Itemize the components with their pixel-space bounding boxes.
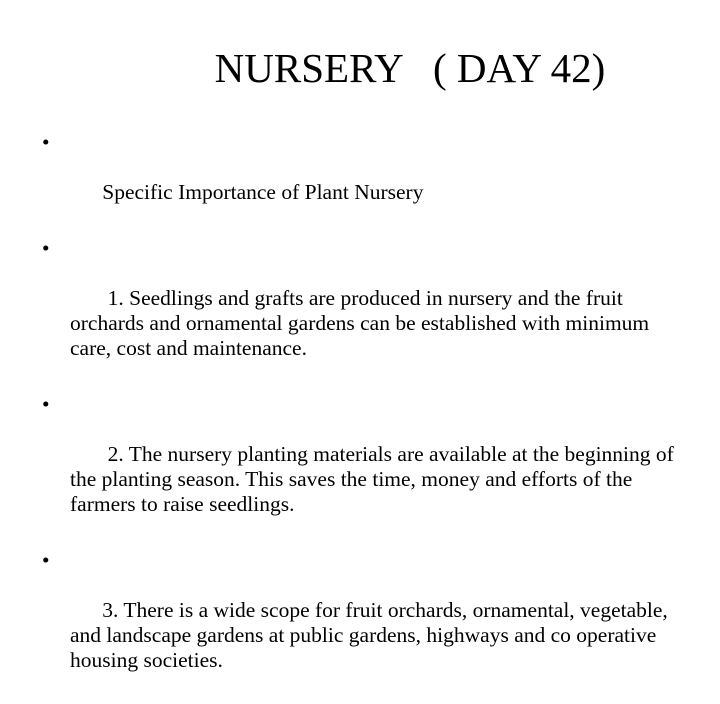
bullet-item-heading	[42, 130, 682, 230]
bullet-text: 2. The nursery planting materials are available at the beginning of the planting season. This saves the time, money and efforts of the farmers to raise seedlings.	[70, 442, 680, 516]
bullet-list	[42, 130, 682, 704]
bullet-dot-icon: •	[42, 236, 50, 260]
bullet-dot-icon: •	[42, 130, 50, 154]
bullet-text: Specific Importance of Plant Nursery	[102, 180, 424, 204]
bullet-item-3	[42, 548, 682, 698]
slide-title: NURSERY ( DAY 42)	[214, 45, 606, 91]
bullet-text: 3. There is a wide scope for fruit orchards, ornamental, vegetable, and landscape gardens at public gardens, highways and co operative housing societies.	[70, 598, 674, 672]
bullet-item-2	[42, 392, 682, 542]
bullet-text: 1. Seedlings and grafts are produced in nursery and the fruit orchards and ornamental gardens can be established with minimum care, cost and maintenance.	[70, 286, 655, 360]
bullet-item-1	[42, 236, 682, 386]
bullet-dot-icon: •	[42, 392, 50, 416]
bullet-dot-icon: •	[42, 548, 50, 572]
